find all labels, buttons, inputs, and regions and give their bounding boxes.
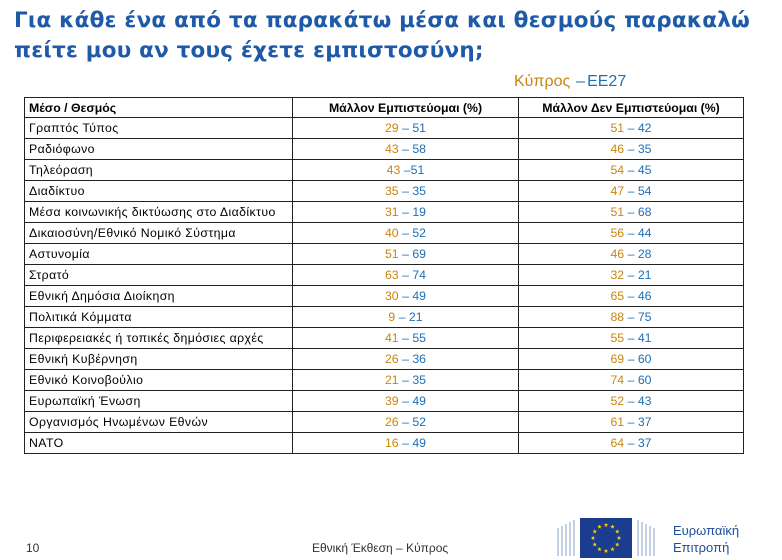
distrust-cyprus-value: 51 bbox=[610, 121, 625, 135]
trust-eu27-value: 35 bbox=[412, 184, 427, 198]
distrust-cell bbox=[519, 307, 744, 328]
trust-eu27-value: 51 bbox=[412, 121, 427, 135]
distrust-dash: – bbox=[624, 247, 638, 261]
table-row bbox=[25, 160, 744, 181]
distrust-cell bbox=[519, 244, 744, 265]
trust-cyprus-value: 41 bbox=[384, 331, 399, 345]
distrust-eu27-value: 41 bbox=[637, 331, 652, 345]
legend bbox=[514, 73, 626, 91]
trust-dash: – bbox=[398, 247, 413, 261]
table-row bbox=[25, 118, 744, 139]
institution-cell: Οργανισμός Ηνωμένων Εθνών bbox=[25, 412, 293, 433]
distrust-cell bbox=[519, 118, 744, 139]
distrust-cell bbox=[519, 139, 744, 160]
table-row bbox=[25, 244, 744, 265]
trust-cell bbox=[293, 349, 519, 370]
table-row bbox=[25, 139, 744, 160]
trust-cyprus-value: 29 bbox=[384, 121, 399, 135]
distrust-eu27-value: 54 bbox=[637, 184, 652, 198]
trust-eu27-value: 52 bbox=[412, 226, 427, 240]
distrust-cyprus-value: 61 bbox=[610, 415, 625, 429]
distrust-dash: – bbox=[624, 268, 638, 282]
trust-cell bbox=[293, 370, 519, 391]
trust-dash: – bbox=[398, 268, 413, 282]
trust-eu27-value: 58 bbox=[412, 142, 427, 156]
trust-eu27-value: 74 bbox=[412, 268, 427, 282]
trust-dash: – bbox=[398, 373, 413, 387]
distrust-cyprus-value: 65 bbox=[610, 289, 625, 303]
trust-dash: – bbox=[398, 331, 413, 345]
institution-cell: Εθνική Κυβέρνηση bbox=[25, 349, 293, 370]
distrust-cyprus-value: 55 bbox=[610, 331, 625, 345]
distrust-eu27-value: 68 bbox=[637, 205, 652, 219]
table-row bbox=[25, 433, 744, 454]
trust-eu27-value: 35 bbox=[412, 373, 427, 387]
distrust-eu27-value: 43 bbox=[637, 394, 652, 408]
trust-cell bbox=[293, 412, 519, 433]
trust-cyprus-value: 9 bbox=[388, 310, 396, 324]
trust-cell bbox=[293, 244, 519, 265]
distrust-eu27-value: 37 bbox=[637, 415, 652, 429]
trust-cell bbox=[293, 433, 519, 454]
trust-eu27-value: 49 bbox=[412, 394, 427, 408]
trust-cyprus-value: 30 bbox=[384, 289, 399, 303]
distrust-dash: – bbox=[624, 310, 638, 324]
page-title: Για κάθε ένα από τα παρακάτω μέσα και θεσμούς παρακαλώ πείτε μου αν τους έχετε εμπιστοσύνη; bbox=[14, 8, 750, 63]
distrust-cyprus-value: 56 bbox=[610, 226, 625, 240]
table-row bbox=[25, 370, 744, 391]
trust-cyprus-value: 26 bbox=[384, 352, 399, 366]
distrust-cell bbox=[519, 265, 744, 286]
trust-cell bbox=[293, 181, 519, 202]
table-row bbox=[25, 202, 744, 223]
institution-cell: Δικαιοσύνη/Εθνικό Νομικό Σύστημα bbox=[25, 223, 293, 244]
distrust-eu27-value: 44 bbox=[637, 226, 652, 240]
distrust-eu27-value: 60 bbox=[637, 352, 652, 366]
table-row bbox=[25, 223, 744, 244]
trust-dash: – bbox=[398, 289, 413, 303]
trust-dash: – bbox=[398, 205, 413, 219]
trust-dash: – bbox=[398, 394, 413, 408]
distrust-eu27-value: 60 bbox=[637, 373, 652, 387]
distrust-cyprus-value: 74 bbox=[610, 373, 625, 387]
distrust-cyprus-value: 52 bbox=[610, 394, 625, 408]
table-row bbox=[25, 181, 744, 202]
table-row bbox=[25, 286, 744, 307]
distrust-eu27-value: 46 bbox=[637, 289, 652, 303]
table-row bbox=[25, 391, 744, 412]
distrust-cyprus-value: 54 bbox=[610, 163, 625, 177]
trust-eu27-value: 36 bbox=[412, 352, 427, 366]
distrust-cyprus-value: 51 bbox=[610, 205, 625, 219]
distrust-eu27-value: 35 bbox=[637, 142, 652, 156]
distrust-cell bbox=[519, 433, 744, 454]
trust-dash: – bbox=[398, 436, 413, 450]
trust-dash: – bbox=[398, 184, 413, 198]
legend-separator: – bbox=[576, 73, 586, 90]
trust-cell bbox=[293, 139, 519, 160]
trust-cyprus-value: 31 bbox=[384, 205, 399, 219]
table-row bbox=[25, 412, 744, 433]
institution-cell: ΝΑΤΟ bbox=[25, 433, 293, 454]
distrust-dash: – bbox=[624, 205, 638, 219]
trust-cell bbox=[293, 202, 519, 223]
table-row bbox=[25, 328, 744, 349]
trust-eu27-value: 69 bbox=[412, 247, 427, 261]
trust-cell bbox=[293, 118, 519, 139]
distrust-cell bbox=[519, 412, 744, 433]
institution-cell: Διαδίκτυο bbox=[25, 181, 293, 202]
distrust-cell bbox=[519, 223, 744, 244]
logo-text bbox=[673, 522, 739, 556]
institution-cell: Αστυνομία bbox=[25, 244, 293, 265]
trust-cyprus-value: 35 bbox=[384, 184, 399, 198]
header-institution: Μέσο / Θεσμός bbox=[25, 98, 293, 118]
trust-dash: – bbox=[398, 415, 413, 429]
institution-cell: Περιφερειακές ή τοπικές δημόσιες αρχές bbox=[25, 328, 293, 349]
trust-cyprus-value: 26 bbox=[384, 415, 399, 429]
distrust-cyprus-value: 47 bbox=[610, 184, 625, 198]
trust-eu27-value: 55 bbox=[412, 331, 427, 345]
distrust-dash: – bbox=[624, 184, 638, 198]
distrust-dash: – bbox=[624, 121, 638, 135]
trust-dash: – bbox=[398, 226, 413, 240]
distrust-dash: – bbox=[624, 163, 638, 177]
table-row bbox=[25, 307, 744, 328]
distrust-cyprus-value: 46 bbox=[610, 142, 625, 156]
distrust-cell bbox=[519, 391, 744, 412]
trust-eu27-value: 51 bbox=[410, 163, 425, 177]
trust-eu27-value: 49 bbox=[412, 436, 427, 450]
institution-cell: Εθνική Δημόσια Διοίκηση bbox=[25, 286, 293, 307]
distrust-cell bbox=[519, 181, 744, 202]
table-row bbox=[25, 349, 744, 370]
distrust-eu27-value: 21 bbox=[637, 268, 652, 282]
trust-cell bbox=[293, 223, 519, 244]
page-number: 10 bbox=[26, 541, 40, 555]
distrust-dash: – bbox=[624, 226, 638, 240]
distrust-cell bbox=[519, 328, 744, 349]
table-header-row bbox=[25, 98, 744, 118]
distrust-eu27-value: 28 bbox=[637, 247, 652, 261]
report-name: Εθνική Έκθεση – Κύπρος bbox=[312, 541, 449, 555]
trust-cyprus-value: 43 bbox=[384, 142, 399, 156]
institution-cell: Ραδιόφωνο bbox=[25, 139, 293, 160]
trust-eu27-value: 52 bbox=[412, 415, 427, 429]
distrust-cell bbox=[519, 160, 744, 181]
trust-cell bbox=[293, 160, 519, 181]
distrust-cyprus-value: 69 bbox=[610, 352, 625, 366]
trust-cell bbox=[293, 307, 519, 328]
legend-eu27: ΕΕ27 bbox=[587, 73, 627, 90]
trust-cyprus-value: 63 bbox=[384, 268, 399, 282]
distrust-cyprus-value: 46 bbox=[610, 247, 625, 261]
trust-cell bbox=[293, 391, 519, 412]
distrust-dash: – bbox=[624, 289, 638, 303]
institution-cell: Εθνικό Κοινοβούλιο bbox=[25, 370, 293, 391]
table-row bbox=[25, 265, 744, 286]
trust-cyprus-value: 51 bbox=[384, 247, 399, 261]
trust-cyprus-value: 39 bbox=[384, 394, 399, 408]
trust-dash: – bbox=[395, 310, 409, 324]
distrust-eu27-value: 45 bbox=[637, 163, 652, 177]
institution-cell: Μέσα κοινωνικής δικτύωσης στο Διαδίκτυο bbox=[25, 202, 293, 223]
trust-table bbox=[24, 97, 744, 454]
trust-dash: – bbox=[398, 121, 413, 135]
institution-cell: Γραπτός Τύπος bbox=[25, 118, 293, 139]
trust-eu27-value: 19 bbox=[412, 205, 427, 219]
header-distrust: Μάλλον Δεν Εμπιστεύομαι (%) bbox=[519, 98, 744, 118]
distrust-cyprus-value: 88 bbox=[610, 310, 625, 324]
distrust-cell bbox=[519, 370, 744, 391]
distrust-dash: – bbox=[624, 352, 638, 366]
institution-cell: Πολιτικά Κόμματα bbox=[25, 307, 293, 328]
institution-cell: Ευρωπαϊκή Ένωση bbox=[25, 391, 293, 412]
trust-cell bbox=[293, 328, 519, 349]
header-trust: Μάλλον Εμπιστεύομαι (%) bbox=[293, 98, 519, 118]
logo-line-2: Επιτροπή bbox=[673, 540, 730, 555]
distrust-dash: – bbox=[624, 331, 638, 345]
trust-dash: – bbox=[398, 352, 413, 366]
trust-cyprus-value: 16 bbox=[384, 436, 399, 450]
european-commission-logo bbox=[552, 516, 782, 560]
trust-dash: – bbox=[398, 142, 413, 156]
trust-cyprus-value: 21 bbox=[384, 373, 399, 387]
logo-line-1: Ευρωπαϊκή bbox=[673, 523, 740, 538]
trust-cyprus-value: 40 bbox=[384, 226, 399, 240]
legend-cyprus: Κύπρος bbox=[514, 73, 571, 90]
distrust-cell bbox=[519, 202, 744, 223]
distrust-dash: – bbox=[624, 142, 638, 156]
distrust-eu27-value: 42 bbox=[637, 121, 652, 135]
distrust-cyprus-value: 32 bbox=[610, 268, 625, 282]
distrust-eu27-value: 37 bbox=[637, 436, 652, 450]
distrust-eu27-value: 75 bbox=[637, 310, 652, 324]
institution-cell: Τηλεόραση bbox=[25, 160, 293, 181]
trust-cell bbox=[293, 265, 519, 286]
eu-flag-building-icon bbox=[552, 516, 667, 560]
trust-eu27-value: 21 bbox=[408, 310, 423, 324]
distrust-cell bbox=[519, 286, 744, 307]
distrust-dash: – bbox=[624, 394, 638, 408]
distrust-cyprus-value: 64 bbox=[610, 436, 625, 450]
trust-cyprus-value: 43 bbox=[386, 163, 401, 177]
trust-cell bbox=[293, 286, 519, 307]
distrust-dash: – bbox=[624, 373, 638, 387]
trust-dash: – bbox=[400, 163, 411, 177]
institution-cell: Στρατό bbox=[25, 265, 293, 286]
distrust-cell bbox=[519, 349, 744, 370]
trust-eu27-value: 49 bbox=[412, 289, 427, 303]
distrust-dash: – bbox=[624, 436, 638, 450]
distrust-dash: – bbox=[624, 415, 638, 429]
